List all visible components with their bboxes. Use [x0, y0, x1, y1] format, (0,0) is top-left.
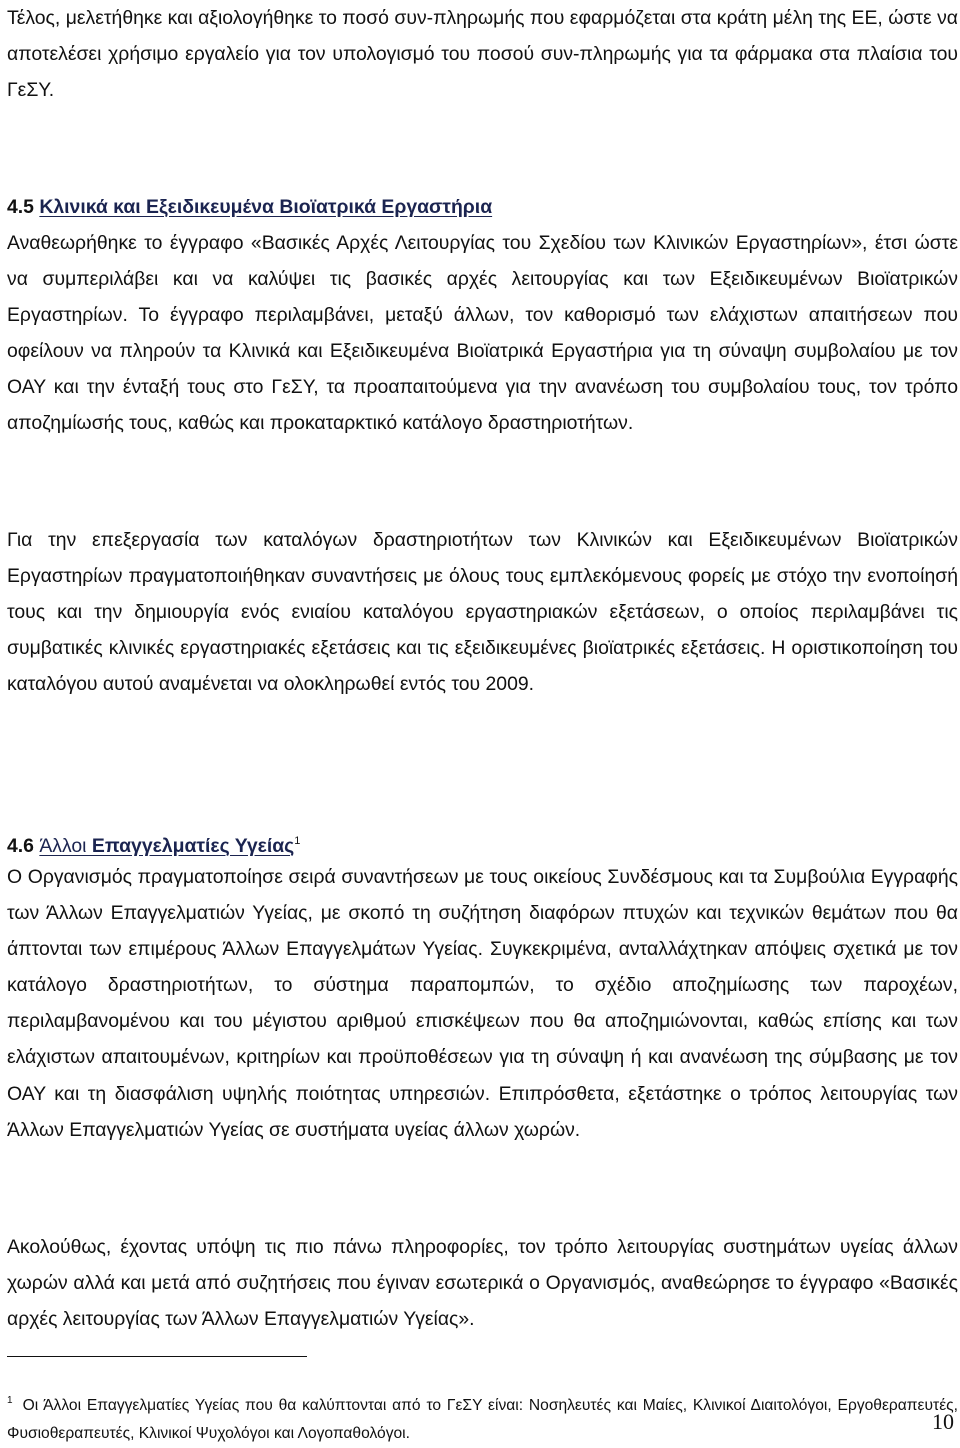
footnote-marker: 1: [7, 1394, 13, 1406]
section-number: 4.6: [7, 835, 34, 857]
section-4-5-paragraph-2: Για την επεξεργασία των καταλόγων δραστηριοτήτων των Κλινικών και Εξειδικευμένων Βιοϊατρικών Εργαστηρίων πραγματοποιήθηκαν συναντήσεις με όλους τους εμπλεκόμενους φορείς με στόχο την ενοποίησή τους και την δημιουργία ενός ενιαίου καταλόγου εργαστηριακών εξετάσεων, ο οποίος περιλαμβάνει τις συμβατικές κλινικές εργαστηριακές εξετάσεις και τις εξειδικευμένες βιοϊατρικές εξετάσεις. Η οριστικοποίηση του καταλόγου αυτού αναμένεται να ολοκληρωθεί εντός του 2009.: [7, 529, 958, 696]
footnote-separator: [7, 1356, 307, 1357]
section-4-6-paragraph-2: Ακολούθως, έχοντας υπόψη τις πιο πάνω πληροφορίες, τον τρόπο λειτουργίας συστημάτων υγείας άλλων χωρών αλλά και μετά από συζητήσεις που έγιναν εσωτερικά ο Οργανισμός, αναθεώρησε το έγγραφο «Βασικές αρχές λειτουργίας των Άλλων Επαγγελματιών Υγείας».: [7, 1236, 958, 1331]
section-number: 4.5: [7, 196, 34, 218]
page-number: 10: [932, 1409, 954, 1434]
intro-paragraph: Τέλος, μελετήθηκε και αξιολογήθηκε το ποσό συν-πληρωμής που εφαρμόζεται στα κράτη μέλη της ΕΕ, ώστε να αποτελέσει χρήσιμο εργαλείο για τον υπολογισμό του ποσού συν-πληρωμής για τα φάρμακα στα πλαίσια του ΓεΣΥ.: [7, 7, 958, 102]
section-title-first-word: Άλλοι: [39, 835, 87, 857]
section-heading-4-5: [7, 189, 492, 225]
section-title: Επαγγελματίες Υγείας: [86, 835, 295, 857]
footnote: [7, 1387, 958, 1448]
footnote-reference: 1: [294, 835, 301, 847]
section-heading-4-6: [7, 823, 300, 864]
footnote-text: Οι Άλλοι Επαγγελματίες Υγείας που θα καλύπτονται από το ΓεΣΥ είναι: Νοσηλευτές και Μαίες, Κλινικοί Διαιτολόγοι, Εργοθεραπευτές, Φυσιοθεραπευτές, Κλινικοί Ψυχολόγοι και Λογοπαθολόγοι.: [7, 1396, 958, 1442]
section-title: Κλινικά και Εξειδικευμένα Βιοϊατρικά Εργαστήρια: [39, 196, 493, 218]
section-4-5-paragraph-1: Αναθεωρήθηκε το έγγραφο «Βασικές Αρχές Λειτουργίας του Σχεδίου των Κλινικών Εργαστηρίων», έτσι ώστε να συμπεριλάβει και να καλύψει τις βασικές αρχές λειτουργίας και των Εξειδικευμένων Βιοϊατρικών Εργαστηρίων. Το έγγραφο περιλαμβάνει, μεταξύ άλλων, τον καθορισμό των ελάχιστων απαιτήσεων που οφείλουν να πληρούν τα Κλινικά και Εξειδικευμένα Βιοϊατρικά Εργαστήρια για τη σύναψη συμβολαίου με τον ΟΑΥ και την ένταξή τους στο ΓεΣΥ, τα προαπαιτούμενα για την ανανέωση του συμβολαίου τους, τον τρόπο αποζημίωσής τους, καθώς και προκαταρκτικό κατάλογο δραστηριοτήτων.: [7, 232, 958, 435]
section-4-6-paragraph-1: Ο Οργανισμός πραγματοποίησε σειρά συναντήσεων με τους οικείους Συνδέσμους και τα Συμβούλια Εγγραφής των Άλλων Επαγγελματιών Υγείας, με σκοπό τη συζήτηση διαφόρων πτυχών και τεχνικών θεμάτων που θα άπτονται των επιμέρους Άλλων Επαγγελμάτων Υγείας. Συγκεκριμένα, ανταλλάχτηκαν απόψεις σχετικά με τον κατάλογο δραστηριοτήτων, το σύστημα παραπομπών, το σχέδιο αποζημίωσης των παροχέων, περιλαμβανομένου και του μέγιστου αριθμού επισκέψεων που θα αποζημιώνονται, καθώς επίσης και των ελάχιστων απαιτουμένων, κριτηρίων και προϋποθέσεων για τη σύναψη ή και ανανέωση της σύμβασης με τον ΟΑΥ και τη διασφάλιση υψηλής ποιότητας υπηρεσιών. Επιπρόσθετα, εξετάστηκε ο τρόπος λειτουργίας των Άλλων Επαγγελματιών Υγείας σε συστήματα υγείας άλλων χωρών.: [7, 866, 958, 1141]
